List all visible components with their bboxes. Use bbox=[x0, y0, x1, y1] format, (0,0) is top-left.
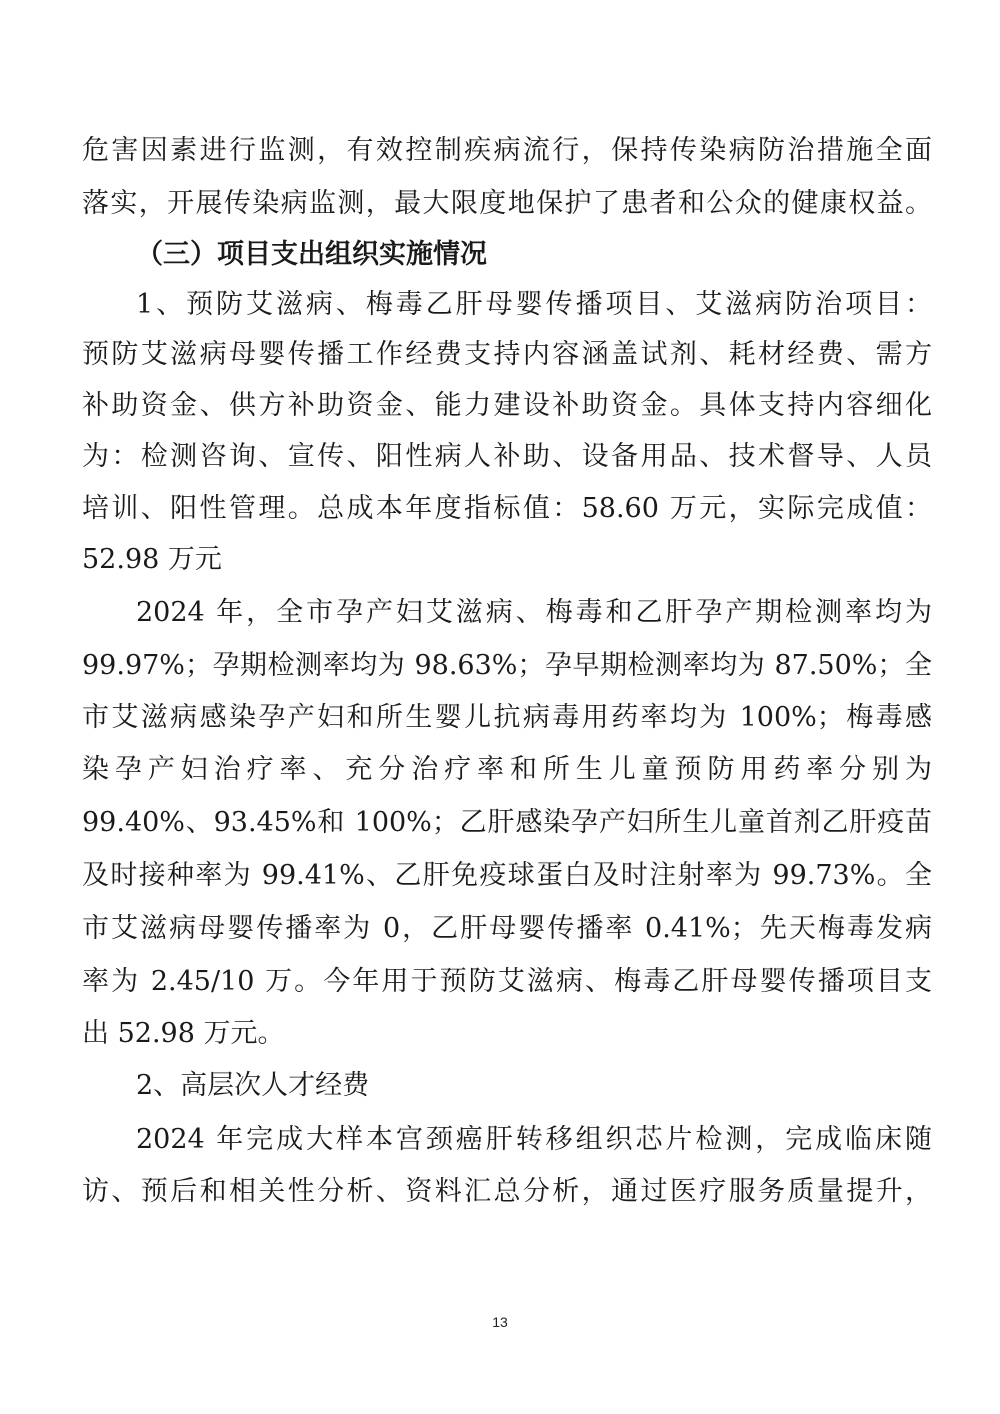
body-text-line: 99.40%、93.45%和 100%；乙肝感染孕产妇所生儿童首剂乙肝疫苗 bbox=[82, 807, 932, 838]
body-text-line: 危害因素进行监测，有效控制疾病流行，保持传染病防治措施全面 bbox=[82, 135, 932, 166]
body-text-line: 为：检测咨询、宣传、阳性病人补助、设备用品、技术督导、人员 bbox=[82, 441, 932, 472]
body-text-line: 市艾滋病母婴传播率为 0，乙肝母婴传播率 0.41%；先天梅毒发病 bbox=[82, 913, 932, 944]
body-text-line: 率为 2.45/10 万。今年用于预防艾滋病、梅毒乙肝母婴传播项目支 bbox=[82, 966, 932, 997]
body-text-line: 52.98 万元 bbox=[82, 544, 222, 575]
body-text-line: 及时接种率为 99.41%、乙肝免疫球蛋白及时注射率为 99.73%。全 bbox=[82, 860, 932, 891]
page-number: 13 bbox=[492, 1314, 508, 1330]
body-text-line: 99.97%；孕期检测率均为 98.63%；孕早期检测率均为 87.50%；全 bbox=[82, 650, 932, 681]
body-text-line: 补助资金、供方补助资金、能力建设补助资金。具体支持内容细化 bbox=[82, 390, 932, 421]
body-text-line: 2024 年，全市孕产妇艾滋病、梅毒和乙肝孕产期检测率均为 bbox=[136, 597, 932, 628]
body-text-line: 出 52.98 万元。 bbox=[82, 1018, 285, 1049]
body-text-line: 1、预防艾滋病、梅毒乙肝母婴传播项目、艾滋病防治项目： bbox=[136, 289, 932, 320]
section-heading: （三）项目支出组织实施情况 bbox=[136, 239, 487, 270]
body-text-line: 访、预后和相关性分析、资料汇总分析，通过医疗服务质量提升， bbox=[82, 1176, 932, 1207]
body-text-line: 2、高层次人才经费 bbox=[136, 1070, 370, 1101]
body-text-line: 培训、阳性管理。总成本年度指标值：58.60 万元，实际完成值： bbox=[82, 493, 932, 524]
body-text-line: 市艾滋病感染孕产妇和所生婴儿抗病毒用药率均为 100%；梅毒感 bbox=[82, 702, 932, 733]
body-text-line: 预防艾滋病母婴传播工作经费支持内容涵盖试剂、耗材经费、需方 bbox=[82, 339, 932, 370]
body-text-line: 落实，开展传染病监测，最大限度地保护了患者和公众的健康权益。 bbox=[82, 188, 932, 219]
body-text-line: 2024 年完成大样本宫颈癌肝转移组织芯片检测，完成临床随 bbox=[136, 1124, 932, 1155]
body-text-line: 染孕产妇治疗率、充分治疗率和所生儿童预防用药率分别为 bbox=[82, 754, 932, 785]
